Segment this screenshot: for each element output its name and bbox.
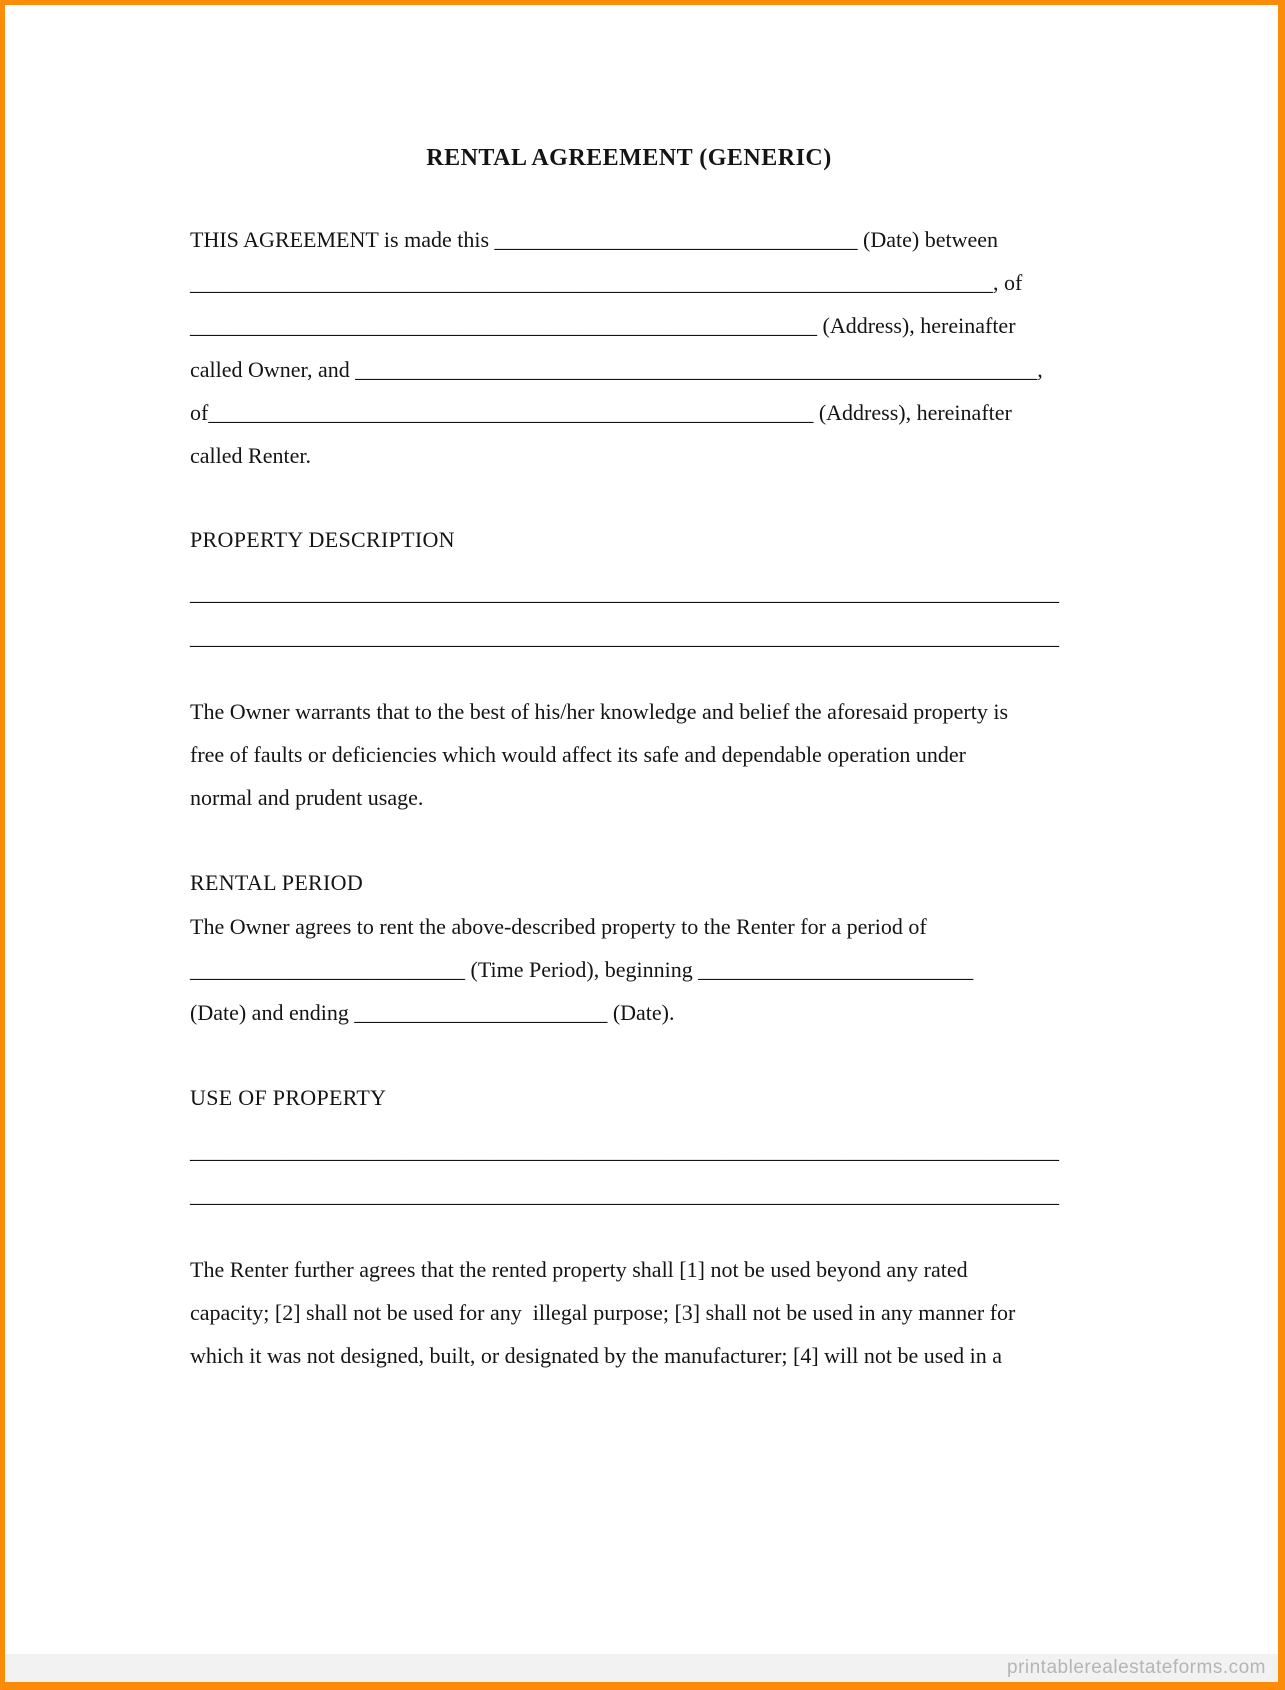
blank-fill-line: _______________________________________________________________________________ xyxy=(190,623,1059,649)
text-line: called Owner, and ______________________________________________________________, xyxy=(190,356,1043,382)
renter-agreement-paragraph xyxy=(190,1248,1068,1378)
text-line: The Renter further agrees that the rented property shall [1] not be used beyond any rated xyxy=(190,1256,968,1282)
use-of-property-blanks xyxy=(190,1129,1068,1215)
warranty-paragraph xyxy=(190,690,1068,820)
blank-fill-line: _________________________ (Time Period), beginning _________________________ xyxy=(190,956,974,982)
section-heading-rental-period: RENTAL PERIOD xyxy=(190,870,364,896)
blank-fill-line: _________________________________________________________________________, of xyxy=(190,270,1023,296)
text-line: capacity; [2] shall not be used for any illegal purpose; [3] shall not be used in any manner for xyxy=(190,1300,1016,1326)
page-title: RENTAL AGREEMENT (GENERIC) xyxy=(426,145,832,171)
footer-website-text: printablerealestateforms.com xyxy=(1007,1657,1266,1678)
intro-paragraph xyxy=(190,218,1068,477)
blank-fill-line: _________________________________________________________ (Address), hereinafter xyxy=(190,313,1016,339)
text-line: The Owner warrants that to the best of his/her knowledge and belief the aforesaid property is xyxy=(190,698,1009,724)
blank-fill-line: _______________________________________________________________________________ xyxy=(190,580,1059,606)
section-heading-use-of-property: USE OF PROPERTY xyxy=(190,1085,387,1111)
text-line: called Renter. xyxy=(190,443,311,469)
property-description-blanks xyxy=(190,571,1068,657)
blank-fill-line: of_______________________________________________________ (Address), hereinafter xyxy=(190,399,1012,425)
footer-watermark-bar xyxy=(5,1654,1278,1682)
text-line: The Owner agrees to rent the above-described property to the Renter for a period of xyxy=(190,913,927,939)
blank-fill-line: _______________________________________________________________________________ xyxy=(190,1181,1059,1207)
text-line: normal and prudent usage. xyxy=(190,785,424,811)
text-line: THIS AGREEMENT is made this _________________________________ (Date) between xyxy=(190,227,999,252)
rental-period-paragraph xyxy=(190,905,1068,1035)
document-content xyxy=(5,5,1278,1377)
blank-fill-line: (Date) and ending _______________________ (Date). xyxy=(190,1000,675,1026)
text-line: which it was not designed, built, or designated by the manufacturer; [4] will not be used in a xyxy=(190,1343,1002,1369)
blank-fill-line: _______________________________________________________________________________ xyxy=(190,1138,1059,1164)
text-line: free of faults or deficiencies which would affect its safe and dependable operation under xyxy=(190,742,966,768)
section-heading-property-description: PROPERTY DESCRIPTION xyxy=(190,527,455,553)
